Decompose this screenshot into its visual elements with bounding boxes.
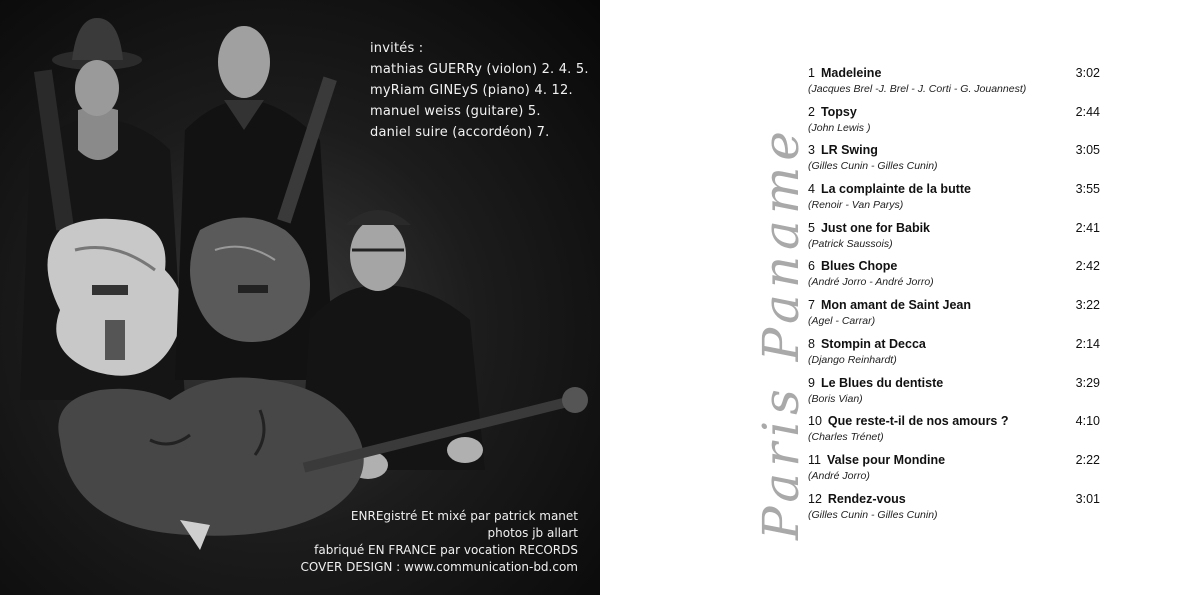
credit-line: ENREgistré Et mixé par patrick manet bbox=[350, 509, 578, 523]
track-item bbox=[808, 259, 1108, 298]
track-composers: (Patrick Saussois) bbox=[808, 237, 893, 250]
track-number: 8 bbox=[808, 336, 815, 351]
album-title: Paris Paname bbox=[752, 125, 810, 540]
track-title bbox=[808, 143, 878, 157]
track-number: 12 bbox=[808, 491, 822, 506]
track-title bbox=[808, 337, 926, 351]
track-name: Rendez-vous bbox=[827, 491, 906, 506]
credit-line: photos jb allart bbox=[487, 526, 578, 540]
track-name: La complainte de la butte bbox=[820, 182, 971, 197]
track-item bbox=[808, 492, 1108, 531]
track-composers: (Gilles Cunin - Gilles Cunin) bbox=[808, 508, 938, 521]
track-name: LR Swing bbox=[820, 143, 878, 158]
track-duration: 2:42 bbox=[1075, 259, 1100, 274]
track-composers: (Gilles Cunin - Gilles Cunin) bbox=[808, 160, 938, 173]
guest-line: mathias GUERRy (violon) 2. 4. 5. bbox=[370, 62, 589, 77]
track-composers: (Jacques Brel -J. Brel - J. Corti - G. Jouannest) bbox=[808, 83, 1027, 95]
track-composers: (André Jorro - André Jorro) bbox=[808, 276, 934, 289]
guest-musicians bbox=[370, 38, 589, 143]
track-item bbox=[808, 143, 1108, 182]
track-number: 10 bbox=[808, 414, 822, 429]
track-name: Le Blues du dentiste bbox=[820, 375, 944, 390]
track-title bbox=[808, 66, 881, 80]
track-title bbox=[808, 492, 906, 506]
track-item bbox=[808, 414, 1108, 453]
track-number: 3 bbox=[808, 143, 815, 158]
track-name: Topsy bbox=[820, 104, 857, 119]
track-composers: (Charles Trénet) bbox=[808, 431, 884, 444]
track-name: Madeleine bbox=[820, 66, 882, 80]
track-item bbox=[808, 66, 1108, 105]
credit-line: fabriqué EN FRANCE par vocation RECORDS bbox=[314, 543, 578, 557]
track-number: 1 bbox=[808, 66, 815, 80]
track-number: 6 bbox=[808, 259, 815, 274]
track-duration: 4:10 bbox=[1075, 414, 1100, 429]
credit-line: COVER DESIGN : www.communication-bd.com bbox=[300, 560, 578, 574]
track-number: 9 bbox=[808, 375, 815, 390]
track-name: Mon amant de Saint Jean bbox=[820, 298, 971, 313]
track-item bbox=[808, 221, 1108, 260]
track-title bbox=[808, 298, 971, 312]
track-title bbox=[808, 376, 943, 390]
track-item bbox=[808, 298, 1108, 337]
track-title bbox=[808, 453, 945, 467]
track-item bbox=[808, 105, 1108, 144]
track-composers: (André Jorro) bbox=[808, 469, 870, 482]
track-title bbox=[808, 105, 857, 119]
track-composers: (Agel - Carrar) bbox=[808, 315, 876, 328]
track-duration: 2:44 bbox=[1075, 104, 1100, 119]
production-credits bbox=[301, 508, 578, 576]
track-duration: 3:22 bbox=[1075, 298, 1100, 313]
track-number: 5 bbox=[808, 220, 815, 235]
track-name: Stompin at Decca bbox=[820, 336, 926, 351]
guest-line: daniel suire (accordéon) 7. bbox=[370, 125, 550, 140]
track-number: 2 bbox=[808, 104, 815, 119]
tracklist bbox=[808, 66, 1108, 530]
track-title bbox=[808, 259, 897, 273]
track-item bbox=[808, 337, 1108, 376]
track-item bbox=[808, 182, 1108, 221]
track-title bbox=[808, 221, 930, 235]
track-item bbox=[808, 376, 1108, 415]
track-duration: 2:14 bbox=[1075, 336, 1100, 351]
guests-heading: invités : bbox=[370, 41, 424, 56]
track-duration: 2:22 bbox=[1075, 452, 1100, 467]
track-composers: (John Lewis ) bbox=[808, 121, 871, 134]
track-duration: 3:55 bbox=[1075, 182, 1100, 197]
track-number: 7 bbox=[808, 298, 815, 313]
track-name: Just one for Babik bbox=[820, 220, 930, 235]
guest-line: manuel weiss (guitare) 5. bbox=[370, 104, 541, 119]
track-duration: 3:01 bbox=[1075, 491, 1100, 506]
track-name: Que reste-t-il de nos amours ? bbox=[827, 414, 1009, 429]
track-duration: 2:41 bbox=[1075, 220, 1100, 235]
track-duration: 3:05 bbox=[1075, 143, 1100, 158]
track-item bbox=[808, 453, 1108, 492]
guest-line: myRiam GINEyS (piano) 4. 12. bbox=[370, 83, 573, 98]
track-composers: (Renoir - Van Parys) bbox=[808, 199, 904, 212]
track-title bbox=[808, 182, 971, 196]
track-number: 4 bbox=[808, 182, 815, 197]
track-number: 11 bbox=[808, 452, 821, 467]
track-name: Blues Chope bbox=[820, 259, 898, 274]
track-title bbox=[808, 414, 1009, 428]
track-duration: 3:29 bbox=[1075, 375, 1100, 390]
track-composers: (Django Reinhardt) bbox=[808, 353, 897, 366]
track-name: Valse pour Mondine bbox=[826, 452, 946, 467]
track-composers: (Boris Vian) bbox=[808, 392, 863, 405]
track-duration: 3:02 bbox=[1075, 66, 1100, 80]
